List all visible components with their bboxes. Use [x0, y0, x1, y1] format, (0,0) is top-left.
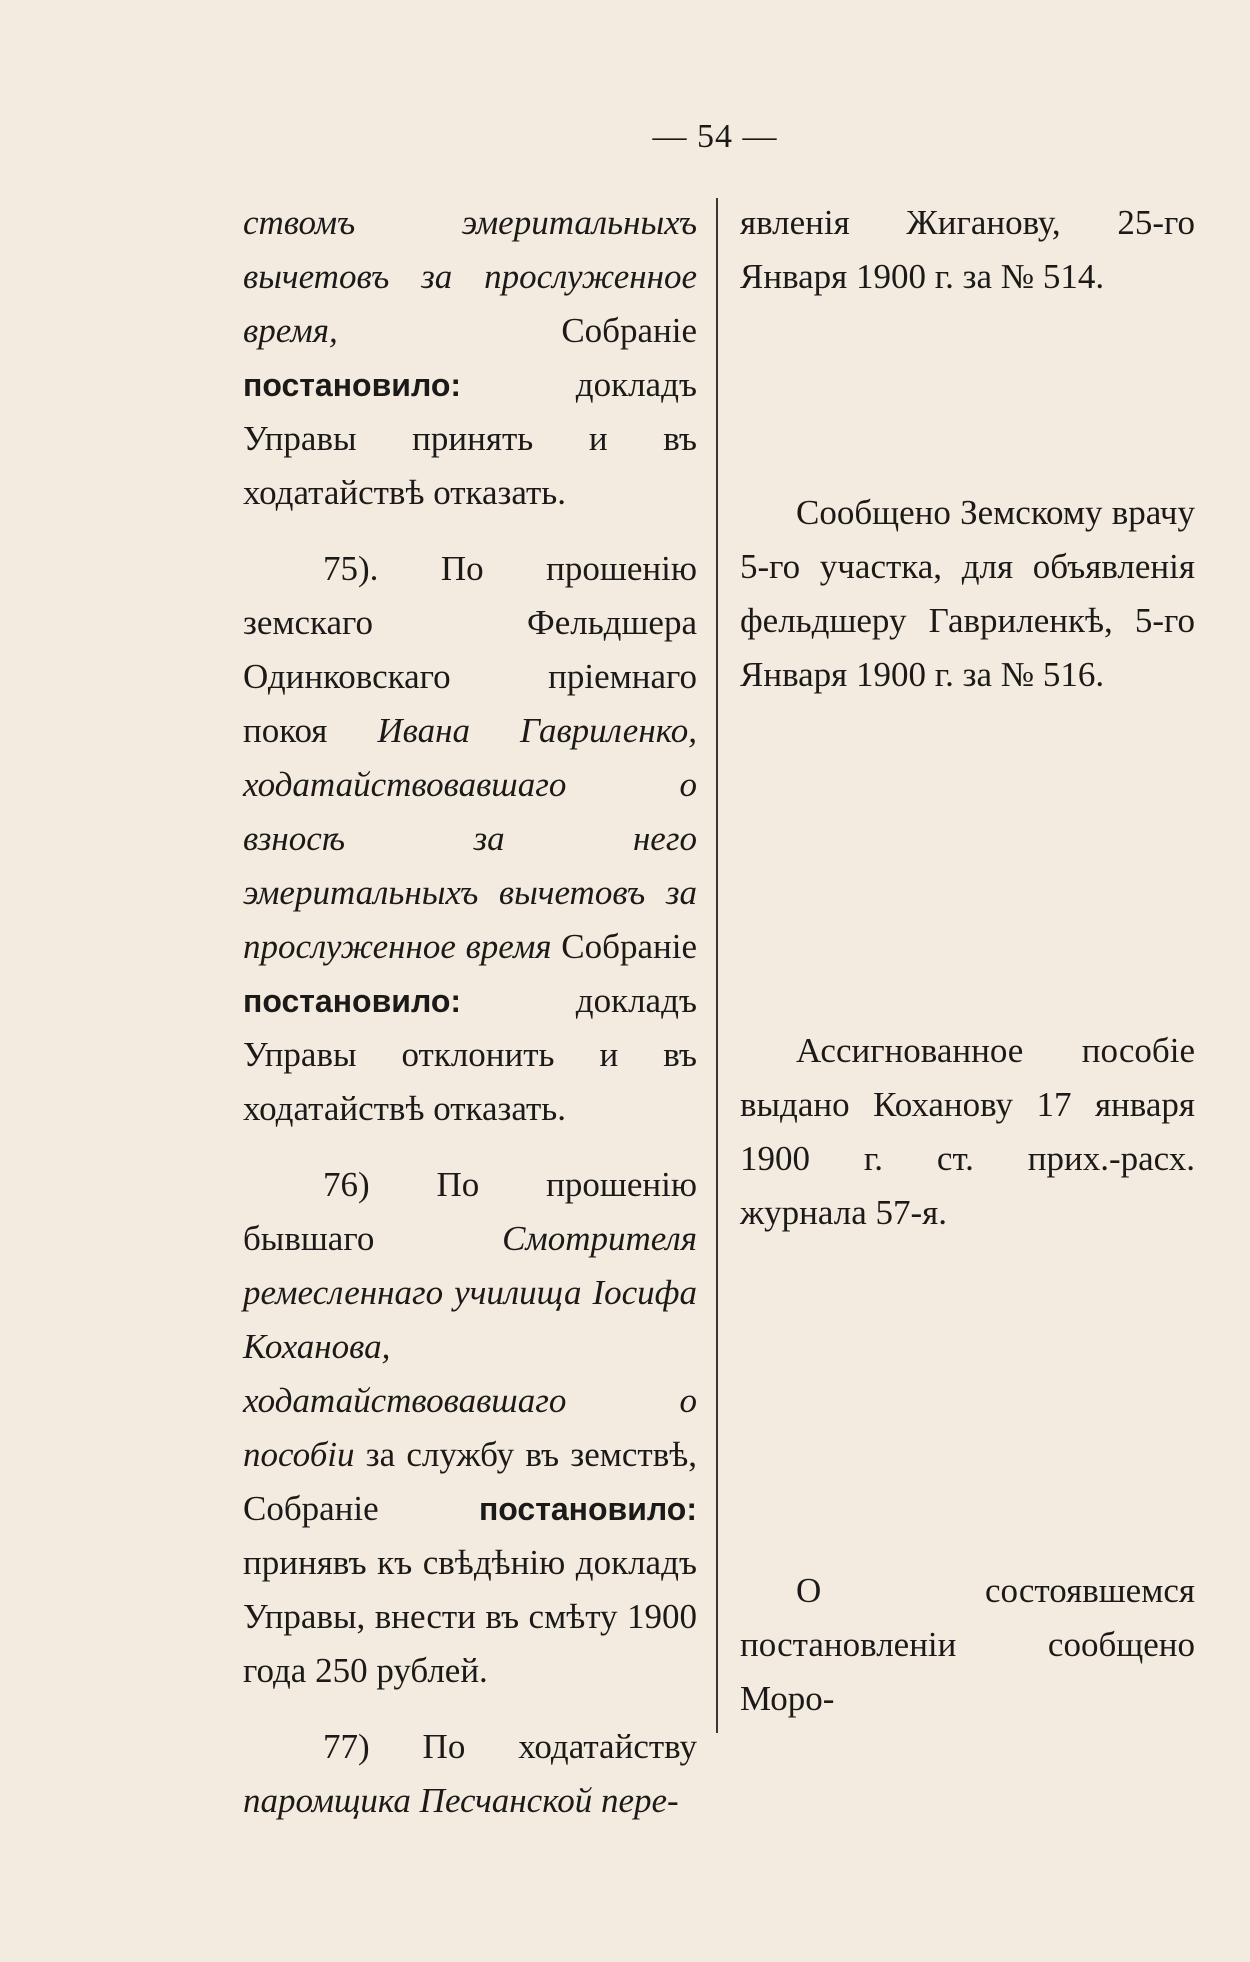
note-74: явленія Жиганову, 25-го Января 1900 г. за № 514.: [740, 203, 1195, 296]
resolution-keyword: постановило:: [243, 983, 462, 1019]
text: 76) По прошенію бывшаго: [243, 1165, 697, 1258]
paragraph-77: [243, 1720, 697, 1828]
note-76: Ассигнованное пособіе выдано Коханову 17 января 1900 г. ст. прих.-расх. журнала 57-я.: [740, 1031, 1195, 1232]
paragraph-75: [243, 542, 697, 1136]
note-75: Сообщено Земскому врачу 5-го участка, для объявленія фельдшеру Гавриленкѣ, 5-го Января 1900 г. за № 516.: [740, 493, 1195, 694]
text: принявъ къ свѣдѣнію докладъ Управы, внести въ смѣту 1900 года 250 рублей.: [243, 1543, 697, 1690]
text: 77) По ходатайству: [323, 1727, 697, 1766]
text: за службу въ земствѣ, Собраніе: [243, 1435, 697, 1528]
italic-text: ствомъ эмеритальныхъ вычетовъ за прослуженное время,: [243, 203, 697, 350]
column-divider: [716, 198, 718, 1733]
paragraph-76: [243, 1158, 697, 1698]
resolution-keyword: постановило:: [243, 367, 462, 403]
resolution-keyword: постановило:: [478, 1491, 697, 1527]
text: Собраніе: [551, 927, 697, 966]
left-column: [243, 196, 697, 1828]
note-77: О состоявшемся постановленіи сообщено Моро-: [740, 1571, 1195, 1718]
text: докладъ Управы отклонить и въ ходатайствѣ отказать.: [243, 981, 697, 1128]
italic-text: Смотрителя ремесленнаго училища Іосифа Коханова, ходатайствовавшаго о пособіи: [243, 1219, 697, 1474]
paragraph-74-end: [243, 196, 697, 520]
text: Собраніе: [337, 311, 697, 350]
text: докладъ Управы принять и въ ходатайствѣ отказать.: [243, 365, 697, 512]
page-number: — 54 —: [652, 118, 778, 155]
italic-text: паромщика Песчанской пере-: [243, 1781, 679, 1820]
italic-text: Ивана Гавриленко, ходатайствовавшаго о взносѣ за него эмеритальныхъ вычетовъ за прослуженное время: [243, 711, 697, 966]
text: 75). По прошенію земскаго Фельдшера Одинковскаго пріемнаго покоя: [243, 549, 697, 750]
